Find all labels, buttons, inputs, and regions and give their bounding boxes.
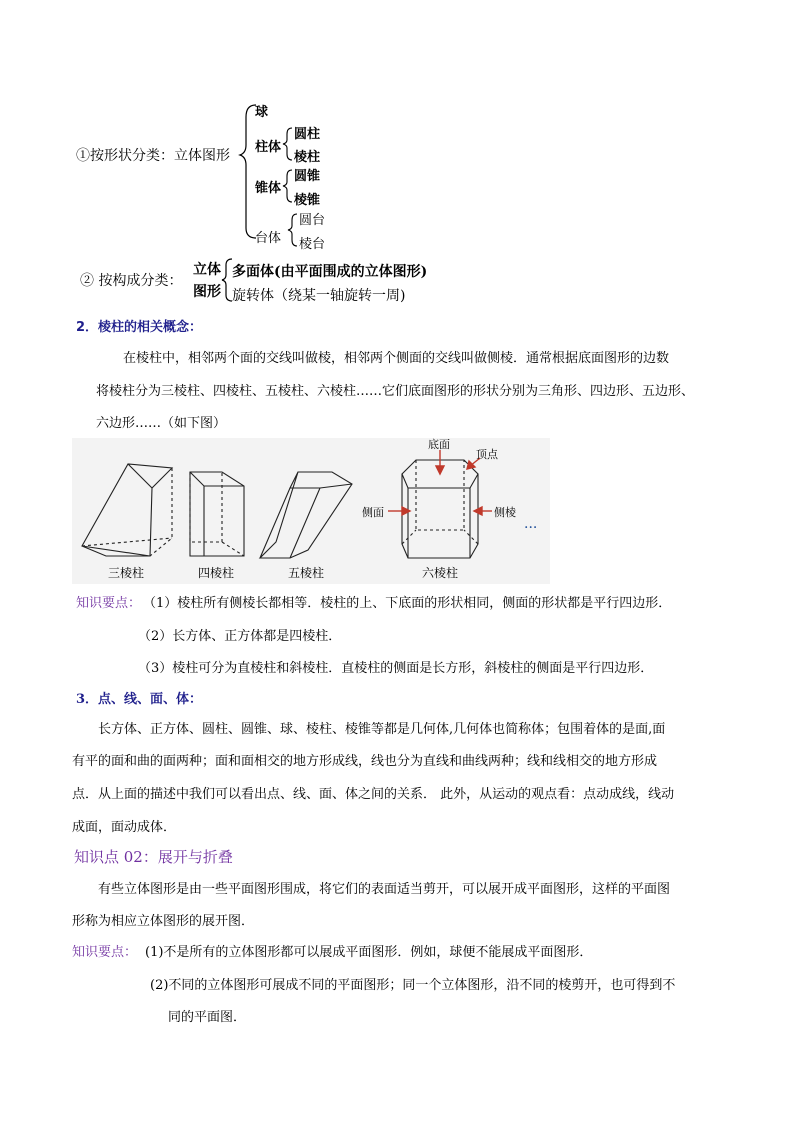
kp02-title: 知识点 02：展开与折叠 bbox=[74, 848, 233, 866]
circular-frustum-label: 圆台 bbox=[299, 213, 326, 228]
section3-heading: 3．点、线、面、体： bbox=[76, 692, 203, 707]
quadrangular-prism-shape bbox=[190, 472, 244, 556]
kp02-para-line1: 有些立体图形是由一些平面图形围成，将它们的表面适当剪开，可以展开成平面图形，这样的平面图 bbox=[98, 882, 671, 897]
prism-label: 棱柱 bbox=[294, 150, 321, 165]
prism-figure bbox=[72, 438, 550, 584]
label-lateral-edge: 侧棱 bbox=[494, 506, 516, 519]
caption-pentagonal-prism: 五棱柱 bbox=[288, 566, 325, 580]
frustum-group-label: 台体 bbox=[255, 231, 282, 246]
caption-triangular-prism: 三棱柱 bbox=[108, 566, 145, 580]
solid-of-revolution-label: 旋转体（绕某一轴旋转一周) bbox=[232, 288, 406, 304]
section2-para-line1: 在棱柱中，相邻两个面的交线叫做棱，相邻两个侧面的交线叫做侧棱．通常根据底面图形的边数 bbox=[123, 351, 670, 366]
sphere-label: 球 bbox=[255, 105, 269, 120]
bracket-lines bbox=[0, 0, 794, 260]
cylinder-label: 圆柱 bbox=[294, 127, 321, 142]
section3-para-line3: 点．从上面的描述中我们可以看出点、线、面、体之间的关系． 此外，从运动的观点看：点动成线，线动 bbox=[72, 787, 675, 802]
by-shape-label: ①按形状分类：立体图形 bbox=[76, 148, 230, 164]
section2-para-line2: 将棱柱分为三棱柱、四棱柱、五棱柱、六棱柱……它们底面图形的形状分别为三角形、四边形、五边形、 bbox=[96, 384, 695, 399]
triangular-prism-shape bbox=[82, 464, 172, 556]
polyhedron-label: 多面体(由平面围成的立体图形) bbox=[232, 264, 428, 280]
kp1-item3: （3）棱柱可分为直棱柱和斜棱柱．直棱柱的侧面是长方形，斜棱柱的侧面是平行四边形． bbox=[138, 661, 654, 676]
pentagonal-prism-shape bbox=[260, 472, 352, 558]
label-vertex: 顶点 bbox=[476, 448, 498, 461]
kp2-label: 知识要点： bbox=[72, 945, 138, 960]
kp2-item2: (2)不同的立体图形可展成不同的平面图形；同一个立体图形，沿不同的棱剪开，也可得到不 bbox=[150, 978, 676, 993]
solid-figure-line2: 图形 bbox=[193, 284, 221, 300]
kp2-item1: (1)不是所有的立体图形都可以展成平面图形．例如，球便不能展成平面图形． bbox=[145, 945, 593, 960]
label-base: 底面 bbox=[428, 438, 450, 451]
caption-hexagonal-prism: 六棱柱 bbox=[422, 566, 459, 580]
kp1-label: 知识要点： bbox=[76, 596, 142, 611]
section3-para-line2: 有平的面和曲的面两种；面和面相交的地方形成线，线也分为直线和曲线两种；线和线相交的地方形成 bbox=[72, 754, 658, 769]
section2-heading: 2．棱柱的相关概念： bbox=[76, 320, 203, 335]
solid-figure-line1: 立体 bbox=[193, 262, 221, 278]
circular-cone-label: 圆锥 bbox=[294, 169, 321, 184]
section3-para-line4: 成面，面动成体． bbox=[72, 820, 177, 835]
section3-para-line1: 长方体、正方体、圆柱、圆锥、球、棱柱、棱锥等都是几何体,几何体也简称体；包围着体的是面,面 bbox=[98, 722, 666, 737]
prism-group-label: 柱体 bbox=[255, 140, 282, 155]
cone-group-label: 锥体 bbox=[255, 181, 282, 196]
pyramid-label: 棱锥 bbox=[294, 193, 321, 208]
kp02-para-line2: 形称为相应立体图形的展开图． bbox=[72, 914, 255, 929]
caption-quadrangular-prism: 四棱柱 bbox=[198, 566, 235, 580]
prism-frustum-label: 棱台 bbox=[299, 237, 326, 252]
ellipsis: ··· bbox=[524, 520, 538, 536]
label-lateral-face: 侧面 bbox=[362, 506, 384, 519]
section2-para-line3: 六边形……（如下图） bbox=[96, 416, 227, 431]
kp2-item2-cont: 同的平面图． bbox=[168, 1010, 247, 1025]
kp1-item2: （2）长方体、正方体都是四棱柱． bbox=[138, 629, 342, 644]
kp1-item1: （1）棱柱所有侧棱长都相等．棱柱的上、下底面的形状相同，侧面的形状都是平行四边形． bbox=[143, 596, 672, 611]
by-composition-label: ② 按构成分类： bbox=[80, 273, 183, 289]
